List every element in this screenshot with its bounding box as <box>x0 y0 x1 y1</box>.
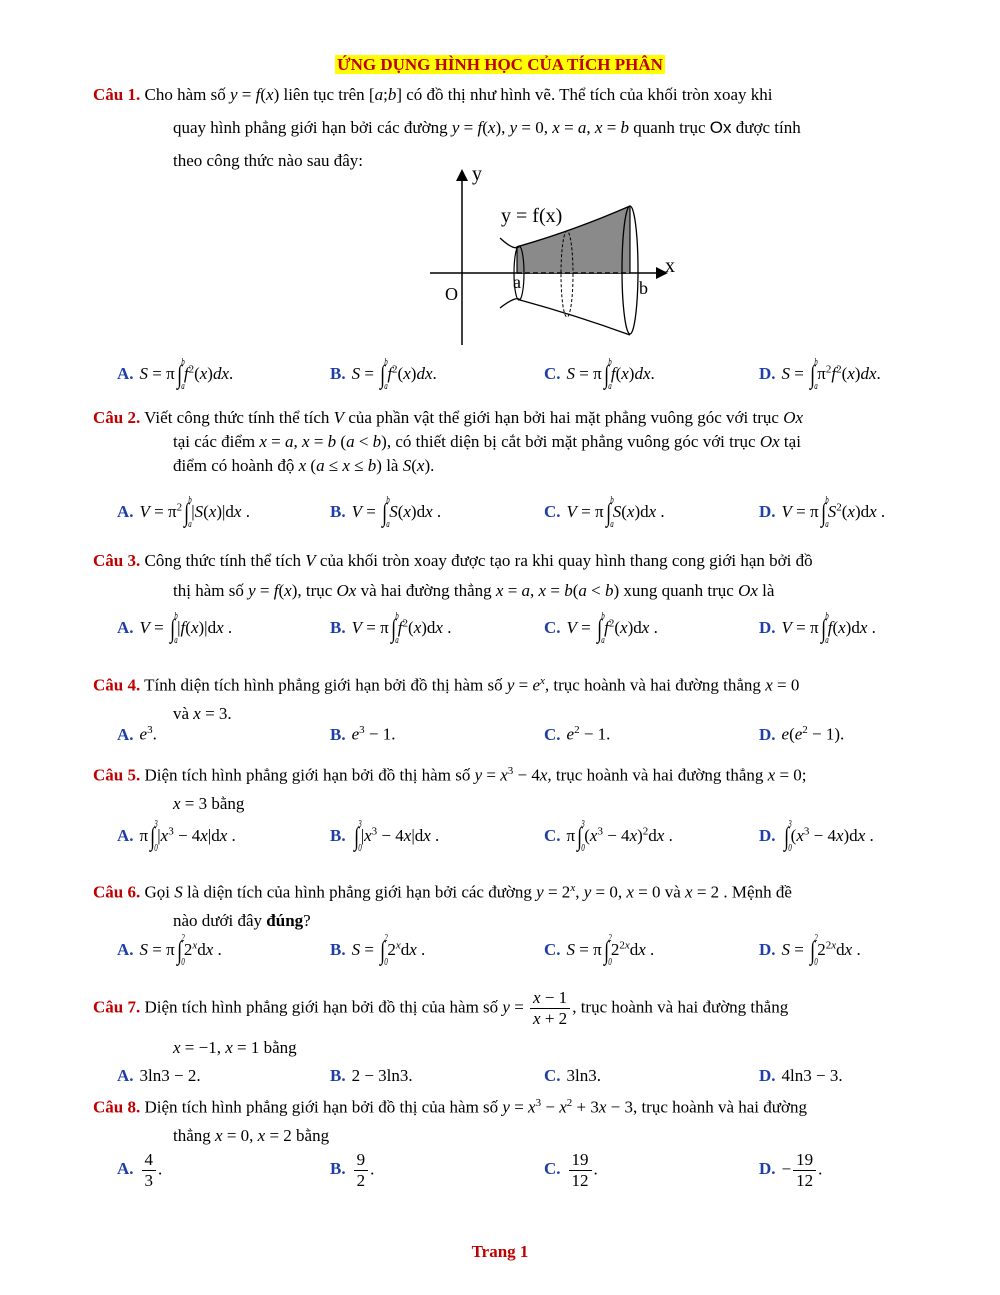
option-7b[interactable]: B. 2 − 3ln3. <box>330 1066 413 1085</box>
option-2a[interactable]: A. $V = \pi^2\int$ b a |S(x)|dx . <box>117 495 250 530</box>
option-6c[interactable]: C. S = π∫ 2 0 $2^{2x}dx$ . <box>544 933 655 968</box>
question-1: Câu 1. Cho hàm số y = f(x) liên tục trên [a;b] có đồ thị như hình vẽ. Thể tích của khối tròn xoay khi quay hình phẳng giới hạn bởi các đường y = f(x), y = 0, x = a, x = b quanh trục Ox được tính theo công thức nào sau đây: <box>93 85 801 170</box>
option-2c[interactable]: C. V = π∫ b a S(x)dx . <box>544 495 665 530</box>
option-4b[interactable]: B. $e^3 - 1$. <box>330 724 396 744</box>
option-5c[interactable]: C. π∫ 3 0 $(x^3 - 4x)^2dx$ . <box>544 819 673 854</box>
option-8d[interactable]: D. − $\frac{19}{12}$ . <box>759 1150 823 1190</box>
page-number: Trang 1 <box>471 1242 529 1261</box>
question-7: Câu 7. Diện tích hình phẳng giới hạn bởi đồ thị của hàm số y = $\frac{x - 1}{x + 2}$ , trục hoành và hai đường thẳng x = −1, x = 1 bằng <box>93 988 789 1057</box>
page-title: ỨNG DỤNG HÌNH HỌC CỦA TÍCH PHÂN <box>337 55 663 74</box>
question-3: Câu 3. Công thức tính thể tích V của khối tròn xoay được tạo ra khi quay hình thang cong giới hạn bởi đồ thị hàm số y = f(x), trục Ox và hai đường thẳng x = a, x = b(a < b) xung quanh trục Ox là <box>93 551 813 600</box>
option-5d[interactable]: D. ∫ 3 0 $(x^3 - 4x)dx$ . <box>759 819 874 854</box>
question-6: Câu 6. Gọi S là diện tích của hình phẳng giới hạn bởi các đường $y = 2^x$, y = 0, x = 0 và x = 2 . Mệnh đề nào dưới đây đúng? <box>93 882 792 930</box>
option-5a[interactable]: A. π∫ 3 0 $|x^3 - 4x|dx$ . <box>117 819 236 854</box>
option-3b[interactable]: B. V = π∫ b a $f^2(x)dx$ . <box>330 611 452 646</box>
option-6a[interactable]: A. S = π∫ 2 0 2$^x$dx . <box>117 933 222 968</box>
option-7c[interactable]: C. 3ln3. <box>544 1066 602 1085</box>
option-1d[interactable]: D. S = ∫ b a $\pi^2f^2(x)dx$. <box>759 357 881 392</box>
option-7a[interactable]: A. 3ln3 − 2. <box>117 1066 201 1085</box>
question-8: Câu 8. Diện tích hình phẳng giới hạn bởi đồ thị của hàm số $y = x^3 - x^2 + 3x - 3$, trục hoành và hai đường thẳng x = 0, x = 2 bằng <box>93 1097 807 1145</box>
option-8a[interactable]: A. $\frac{4}{3}$ . <box>117 1150 163 1190</box>
question-5: Câu 5. Diện tích hình phẳng giới hạn bởi đồ thị hàm số $y = x^3 - 4x$, trục hoành và hai đường thẳng x = 0; x = 3 bằng <box>93 765 807 813</box>
options-5 <box>117 819 937 864</box>
option-8b[interactable]: B. $\frac{9}{2}$ . <box>330 1150 375 1190</box>
option-1a[interactable]: A. S = π∫ b a $f^2(x)dx$. <box>117 357 234 392</box>
option-1c[interactable]: C. S = π∫ b a f(x)dx. <box>544 357 655 392</box>
option-8c[interactable]: C. $\frac{19}{12}$ . <box>544 1150 598 1190</box>
option-3d[interactable]: D. V = π∫ b a f(x)dx . <box>759 611 876 646</box>
option-3c[interactable]: C. V = ∫ b a $f^2(x)dx$ . <box>544 611 658 646</box>
options-6 <box>117 933 937 978</box>
options-1 <box>117 357 937 402</box>
option-7d[interactable]: D. 4ln3 − 3. <box>759 1066 843 1085</box>
option-3a[interactable]: A. V = ∫ b a |f(x)|dx . <box>117 611 233 646</box>
option-4a[interactable]: A. $e^3$. <box>117 724 157 744</box>
option-6d[interactable]: D. S = ∫ 2 0 $2^{2x}dx$ . <box>759 933 861 968</box>
x-axis-label: x <box>665 255 675 277</box>
options-3 <box>117 611 937 656</box>
a-label: a <box>513 272 521 292</box>
y-axis-label: y <box>472 163 482 185</box>
volume-figure <box>425 160 695 350</box>
question-4: Câu 4. Tính diện tích hình phẳng giới hạn bởi đồ thị hàm số $y = e^x$, trục hoành và hai đường thẳng x = 0 và x = 3. <box>93 675 800 723</box>
option-6b[interactable]: B. S = ∫ 2 0 2$^x$dx . <box>330 933 426 968</box>
option-5b[interactable]: B. ∫ 3 0 $|x^3 - 4x|dx$ . <box>330 819 440 854</box>
option-1b[interactable]: B. S = ∫ b a $f^2(x)dx$. <box>330 357 437 392</box>
option-4c[interactable]: C. $e^2 - 1$. <box>544 724 611 744</box>
b-label: b <box>639 278 648 298</box>
options-2 <box>117 495 937 540</box>
curve-label: y = f(x) <box>501 205 563 227</box>
option-2d[interactable]: D. V = π∫ b a $S^2(x)dx$ . <box>759 495 886 530</box>
option-2b[interactable]: B. V = ∫ b a S(x)dx . <box>330 495 442 530</box>
question-2: Câu 2. Viết công thức tính thể tích V của phần vật thể giới hạn bởi hai mặt phẳng vuông góc với trục Ox tại các điểm x = a, x = b (a < b), có thiết diện bị cắt bởi mặt phẳng vuông góc với trục Ox tại điểm có hoành độ x (a ≤ x ≤ b) là S(x). <box>93 408 804 475</box>
origin-label: O <box>445 284 458 304</box>
option-4d[interactable]: D. $e(e^2 - 1)$. <box>759 724 845 744</box>
options-8 <box>117 1150 937 1190</box>
